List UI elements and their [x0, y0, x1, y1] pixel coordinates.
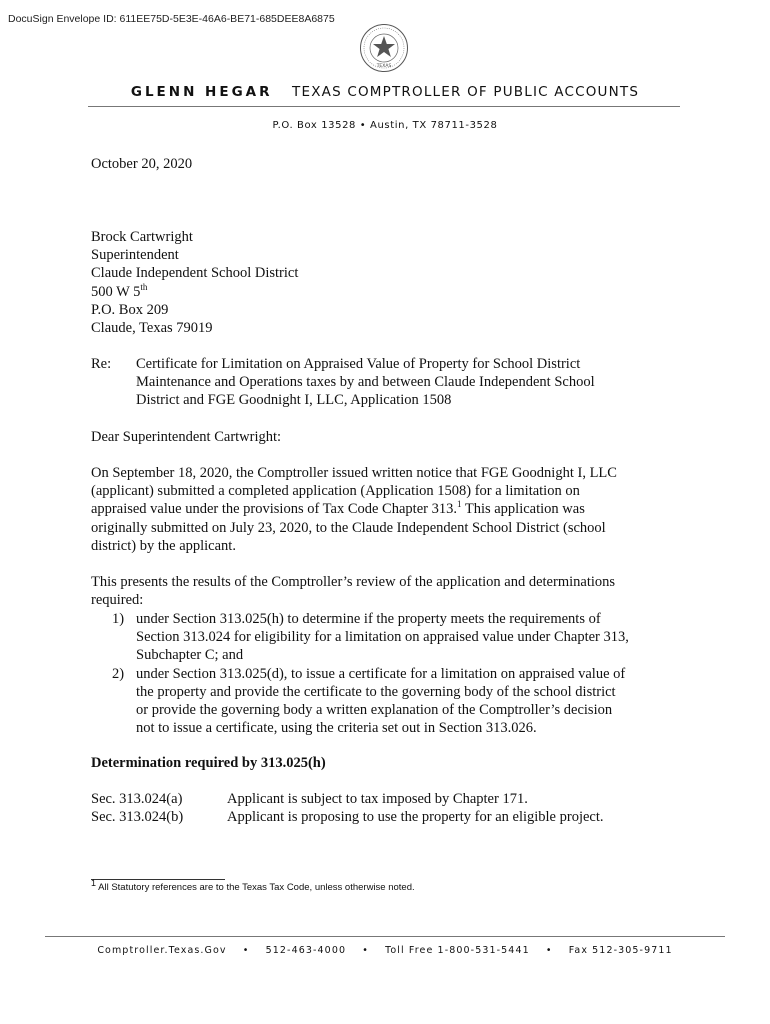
recipient-block	[91, 228, 691, 337]
letterhead-address: P.O. Box 13528 • Austin, TX 78711-3528	[272, 120, 498, 131]
recipient-po-box: P.O. Box 209	[91, 301, 169, 318]
footnote-divider	[91, 879, 225, 880]
letter-date: October 20, 2020	[91, 156, 193, 172]
footer-divider	[45, 936, 725, 937]
recipient-city: Claude, Texas 79019	[91, 320, 213, 337]
re-label: Re:	[91, 356, 112, 372]
recipient-name: Brock Cartwright	[91, 229, 193, 245]
docusign-envelope-id: DocuSign Envelope ID: 611EE75D-5E3E-46A6-BE71-685DEE8A6875	[8, 13, 335, 25]
paragraph-notice: On September 18, 2020, the Comptroller issued written notice that FGE Goodnight I, LLC (applicant) submitted a completed application (Application 1508) for a limitation on appraised value under the provisions of Tax Code Chapter 313.$^1$ This application was originally submitted on July 23, 2020, to the Claude Independent School District (school district) by the applicant.	[91, 465, 617, 554]
comptroller-title: TEXAS COMPTROLLER OF PUBLIC ACCOUNTS	[292, 84, 640, 100]
footnote-ref: 1	[456, 499, 462, 510]
determinations-list	[91, 610, 691, 737]
footnote: $^1$ All Statutory references are to the Texas Tax Code, unless otherwise noted.	[91, 877, 415, 893]
footer-fax: Fax 512-305-9711	[568, 945, 673, 956]
salutation: Dear Superintendent Cartwright:	[91, 429, 282, 445]
subject-line	[91, 355, 691, 410]
header-divider	[88, 106, 680, 107]
re-line: Maintenance and Operations taxes by and between Claude Independent School	[136, 374, 595, 391]
letterhead-footer: Comptroller.Texas.Gov • 512-463-4000 • Toll Free 1-800-531-5441 • Fax 512-305-9711	[97, 945, 673, 956]
list-item: 1) under Section 313.025(h) to determine if the property meets the requirements of Section 313.024 for eligibility for a limitation on appraised value under Chapter 313, Subchapter C; and	[112, 611, 629, 664]
comptroller-seal-icon	[359, 23, 409, 73]
recipient-organization: Claude Independent School District	[91, 265, 299, 282]
letterhead-header	[0, 84, 770, 100]
section-heading: Determination required by 313.025(h)	[91, 755, 326, 771]
re-line: Certificate for Limitation on Appraised Value of Property for School District	[136, 356, 581, 372]
comptroller-name: GLENN HEGAR	[130, 84, 273, 100]
footer-phone: 512-463-4000	[265, 945, 347, 956]
footer-website: Comptroller.Texas.Gov	[97, 945, 227, 956]
recipient-title: Superintendent	[91, 247, 179, 264]
svg-text:TEXAS: TEXAS	[376, 64, 392, 69]
list-item: 2) under Section 313.025(d), to issue a certificate for a limitation on appraised value of the property and provide the certificate to the governing body of the school district or provide the governing body a written explanation of the Comptroller’s decision not to issue a certificate, using the criteria set out in Section 313.026.	[112, 665, 626, 737]
recipient-street: 500 W 5th	[91, 281, 148, 300]
footer-toll-free: Toll Free 1-800-531-5441	[385, 945, 530, 956]
paragraph-results: This presents the results of the Comptroller’s review of the application and determinations required:	[91, 574, 616, 609]
re-line: District and FGE Goodnight I, LLC, Application 1508	[136, 392, 452, 409]
